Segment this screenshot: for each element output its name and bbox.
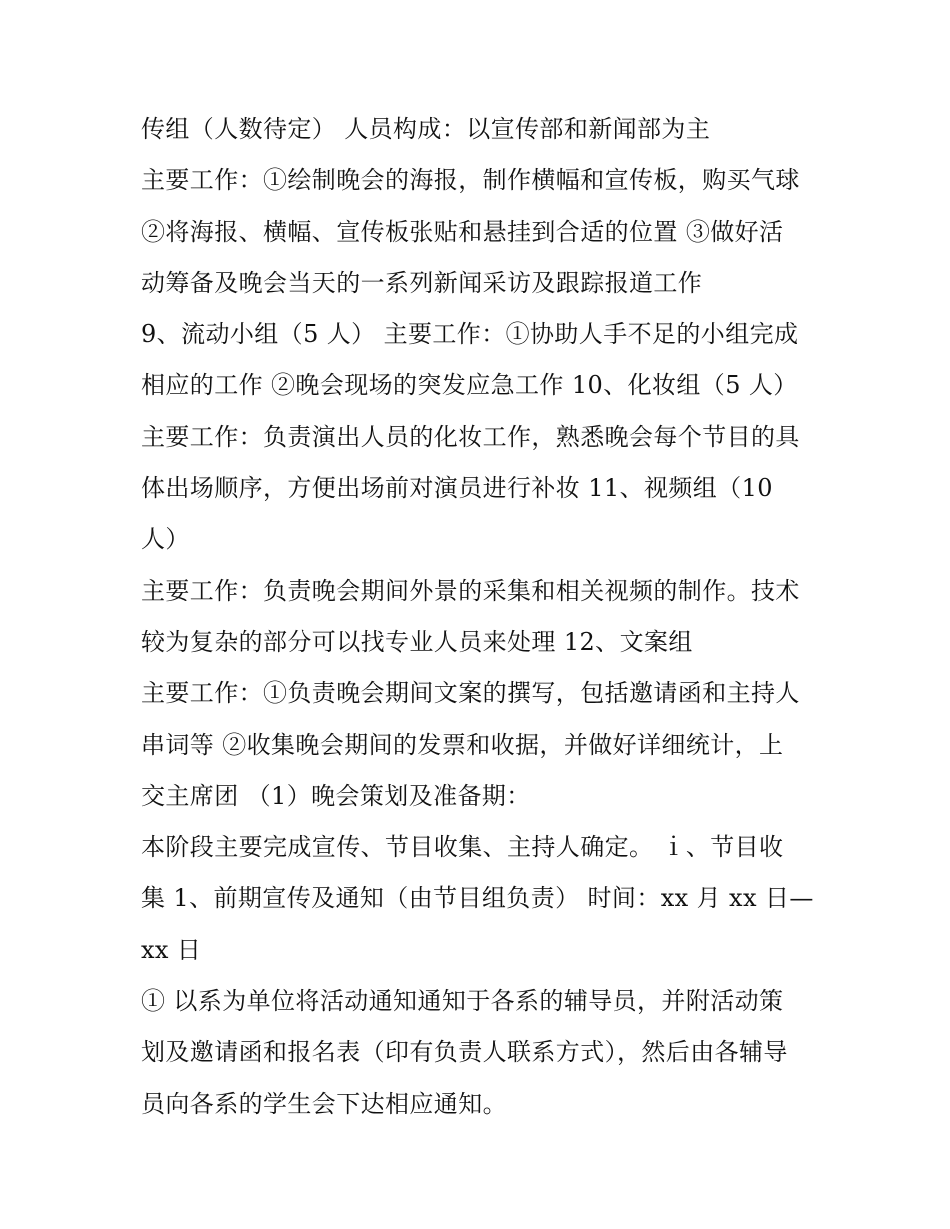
text-line: 主要工作：①负责晚会期间文案的撰写，包括邀请函和主持人 bbox=[141, 679, 800, 708]
text-line: 传组（人数待定） 人员构成：以宣传部和新闻部为主 bbox=[141, 115, 711, 143]
text-line: 串词等 ②收集晚会期间的发票和收据，并做好详细统计，上 bbox=[141, 730, 784, 759]
text-line: 动筹备及晚会当天的一系列新闻采访及跟踪报道工作 bbox=[141, 268, 703, 297]
text-line: 人） bbox=[141, 525, 190, 554]
text-line: ① 以系为单位将活动通知通知于各系的辅导员，并附活动策 bbox=[141, 987, 784, 1016]
text-line: 本阶段主要完成宣传、节目收集、主持人确定。 ｉ、节目收 bbox=[141, 833, 784, 862]
text-line: 9、流动小组（5 人） 主要工作：①协助人手不足的小组完成 bbox=[141, 320, 799, 349]
text-line: 集 1、前期宣传及通知（由节目组负责） 时间：xx 月 xx 日— bbox=[141, 884, 814, 913]
text-line: 相应的工作 ②晚会现场的突发应急工作 10、化妆组（5 人） bbox=[141, 371, 798, 400]
text-line: 划及邀请函和报名表（印有负责人联系方式），然后由各辅导 bbox=[141, 1038, 788, 1067]
text-line: 员向各系的学生会下达相应通知。 bbox=[141, 1089, 507, 1118]
text-line: xx 日 bbox=[141, 935, 202, 964]
document-body bbox=[141, 104, 821, 1130]
text-line: 主要工作：负责演出人员的化妆工作，熟悉晚会每个节目的具 bbox=[141, 422, 800, 451]
text-line: 主要工作：①绘制晚会的海报，制作横幅和宣传板，购买气球 bbox=[141, 166, 800, 195]
text-line: 体出场顺序，方便出场前对演员进行补妆 11、视频组（10 bbox=[141, 474, 773, 503]
text-line: ②将海报、横幅、宣传板张贴和悬挂到合适的位置 ③做好活 bbox=[141, 217, 784, 246]
text-line: 交主席团 （1）晚会策划及准备期： bbox=[141, 781, 531, 810]
text-line: 较为复杂的部分可以找专业人员来处理 12、文案组 bbox=[141, 627, 693, 656]
text-line: 主要工作：负责晚会期间外景的采集和相关视频的制作。技术 bbox=[141, 576, 800, 605]
